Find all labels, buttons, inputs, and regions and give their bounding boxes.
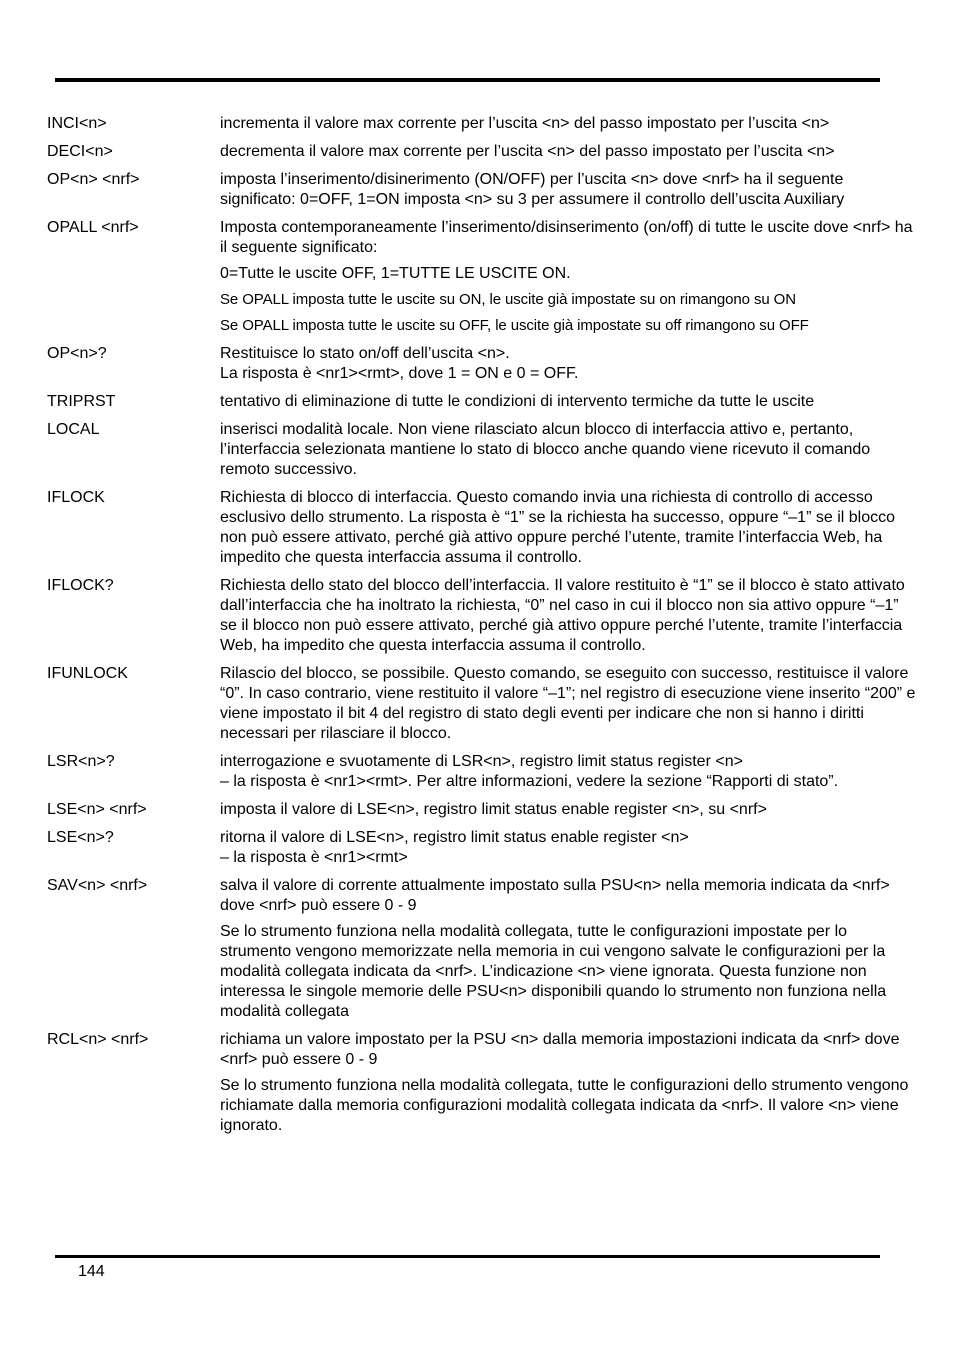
description-paragraph: interrogazione e svuotamente di LSR<n>, registro limit status register <n> – la risposta è <nr1><rmt>. Per altre informazioni, vedere la sezione “Rapporti di stato”.: [220, 753, 839, 790]
description-paragraph: Rilascio del blocco, se possibile. Questo comando, se eseguito con successo, restituisce il valore “0”. In caso contrario, viene restituito il valore “–1”; nel registro di esecuzione viene inserito “200” e viene impostato il bit 4 del registro di stato degli eventi per indicare che non si hanno i diritti necessari per rilasciare il blocco.: [220, 665, 916, 742]
command-entry: [47, 664, 917, 744]
command-description: [220, 170, 917, 210]
command-entry: [47, 420, 917, 480]
command-entry: [47, 1030, 917, 1136]
command-name: IFLOCK?: [47, 577, 114, 594]
command-description: [220, 1030, 917, 1136]
description-paragraph: Se lo strumento funziona nella modalità collegata, tutte le configurazioni dello strumento vengono richiamate dalla memoria configurazioni modalità collegata indicata da <nrf>. Il valore <n> viene ignorato.: [220, 1077, 909, 1134]
description-paragraph: 0=Tutte le uscite OFF, 1=TUTTE LE USCITE ON.: [220, 265, 571, 282]
command-entry: [47, 392, 917, 412]
description-paragraph: Se lo strumento funziona nella modalità collegata, tutte le configurazioni impostate per lo strumento vengono memorizzate nella memoria in cui vengono salvate le configurazioni per la modalità collegata indicata da <nrf>. L’indicazione <n> viene ignorata. Questa funzione non interessa le singole memorie delle PSU<n> disponibili quando lo strumento non funziona nella modalità collegata: [220, 923, 887, 1020]
command-name: OP<n>?: [47, 345, 107, 362]
command-name: SAV<n> <nrf>: [47, 877, 148, 894]
command-description: [220, 576, 917, 656]
command-name: INCI<n>: [47, 115, 107, 132]
command-description: [220, 114, 917, 134]
description-note: Se OPALL imposta tutte le uscite su OFF, le uscite già impostate su off rimangono su OFF: [220, 317, 809, 334]
command-entry: [47, 828, 917, 868]
description-paragraph: Richiesta dello stato del blocco dell’interfaccia. Il valore restituito è “1” se il blocco è stato attivato dall’interfaccia che ha inoltrato la richiesta, “0” nel caso in cui il blocco non sia attivo oppure “–1” se il blocco non può essere attivato, perché già attivo oppure perché l’utente, tramite l’interfaccia Web, ha impedito che questa interfaccia assuma il controllo.: [220, 577, 905, 654]
command-description: [220, 420, 917, 480]
description-paragraph: incrementa il valore max corrente per l’uscita <n> del passo impostato per l’uscita <n>: [220, 115, 830, 132]
description-paragraph: tentativo di eliminazione di tutte le condizioni di intervento termiche da tutte le uscite: [220, 393, 815, 410]
command-entry: [47, 752, 917, 792]
description-paragraph: Restituisce lo stato on/off dell’uscita <n>. La risposta è <nr1><rmt>, dove 1 = ON e 0 = OFF.: [220, 345, 579, 382]
command-description: [220, 488, 917, 568]
description-paragraph: Richiesta di blocco di interfaccia. Questo comando invia una richiesta di controllo di accesso esclusivo dello strumento. La risposta è “1” se la richiesta ha successo, oppure “–1” se il blocco non può essere attivato, perché già attivo oppure perché l’utente, tramite l’interfaccia Web, ha impedito che questa interfaccia assuma il controllo.: [220, 489, 895, 566]
description-paragraph: Imposta contemporaneamente l’inserimento/disinserimento (on/off) di tutte le uscite dove <nrf> ha il seguente significato:: [220, 219, 913, 256]
description-note: Se OPALL imposta tutte le uscite su ON, le uscite già impostate su on rimangono su ON: [220, 291, 796, 308]
command-name: OPALL <nrf>: [47, 219, 139, 236]
command-entry: [47, 170, 917, 210]
description-paragraph: ritorna il valore di LSE<n>, registro limit status enable register <n> – la risposta è <nr1><rmt>: [220, 829, 689, 866]
command-description: [220, 392, 917, 412]
command-name: IFUNLOCK: [47, 665, 128, 682]
command-entry: [47, 488, 917, 568]
command-name: OP<n> <nrf>: [47, 171, 140, 188]
command-name: RCL<n> <nrf>: [47, 1031, 149, 1048]
command-name: LSE<n> <nrf>: [47, 801, 147, 818]
command-entry: [47, 114, 917, 134]
command-description: [220, 142, 917, 162]
page-number: 144: [78, 1263, 105, 1280]
command-name: IFLOCK: [47, 489, 105, 506]
command-entry: [47, 142, 917, 162]
description-paragraph: imposta il valore di LSE<n>, registro limit status enable register <n>, su <nrf>: [220, 801, 767, 818]
command-list: [47, 114, 917, 1144]
description-paragraph: inserisci modalità locale. Non viene rilasciato alcun blocco di interfaccia attivo e, pertanto, l’interfaccia selezionata mantiene lo stato di blocco anche quando viene ricevuto il comando remoto successivo.: [220, 421, 871, 478]
command-entry: [47, 344, 917, 384]
description-paragraph: salva il valore di corrente attualmente impostato sulla PSU<n> nella memoria indicata da <nrf> dove <nrf> può essere 0 - 9: [220, 877, 890, 914]
command-entry: [47, 576, 917, 656]
header-rule: [55, 78, 880, 82]
command-entry: [47, 876, 917, 1022]
command-name: LSE<n>?: [47, 829, 114, 846]
description-paragraph: decrementa il valore max corrente per l’uscita <n> del passo impostato per l’uscita <n>: [220, 143, 835, 160]
command-name: TRIPRST: [47, 393, 116, 410]
command-entry: [47, 218, 917, 336]
command-entry: [47, 800, 917, 820]
footer-rule: [55, 1255, 880, 1258]
description-paragraph: richiama un valore impostato per la PSU <n> dalla memoria impostazioni indicata da <nrf> dove <nrf> può essere 0 - 9: [220, 1031, 900, 1068]
command-description: [220, 752, 917, 792]
command-description: [220, 828, 917, 868]
command-name: DECI<n>: [47, 143, 113, 160]
command-name: LSR<n>?: [47, 753, 115, 770]
description-paragraph: imposta l’inserimento/disinerimento (ON/OFF) per l’uscita <n> dove <nrf> ha il seguente significato: 0=OFF, 1=ON imposta <n> su 3 per assumere il controllo dell’uscita Auxiliary: [220, 171, 845, 208]
command-name: LOCAL: [47, 421, 100, 438]
command-description: [220, 664, 917, 744]
command-description: [220, 876, 917, 1022]
command-description: [220, 218, 917, 336]
command-description: [220, 344, 917, 384]
command-description: [220, 800, 917, 820]
